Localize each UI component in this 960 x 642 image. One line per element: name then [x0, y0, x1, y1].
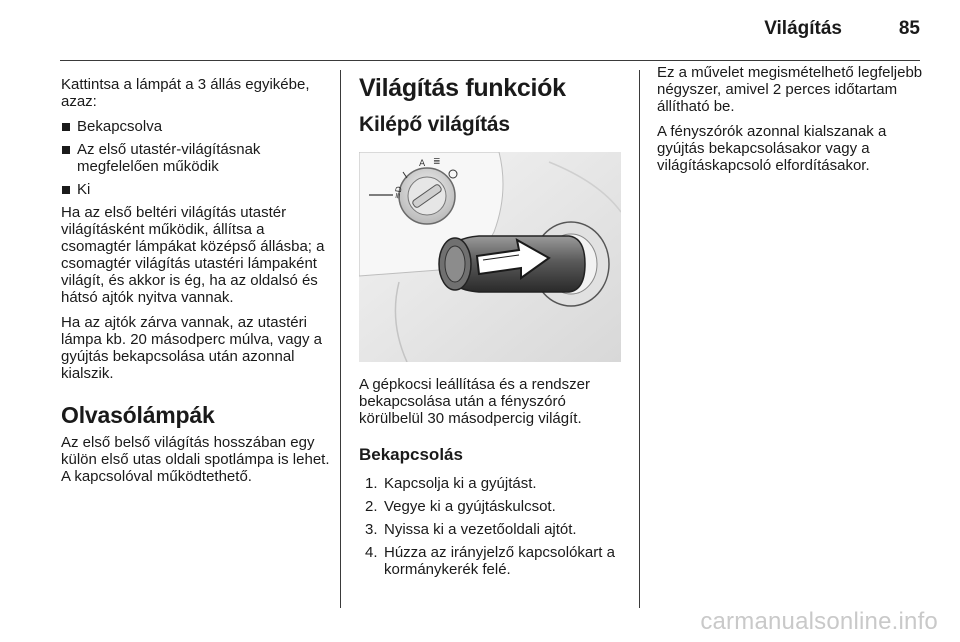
- watermark: carmanualsonline.info: [700, 608, 938, 635]
- list-item: [359, 475, 631, 492]
- list-item: [61, 141, 333, 175]
- square-bullet-icon: [62, 146, 70, 154]
- list-item: [61, 181, 333, 198]
- activation-steps-list: [359, 475, 631, 578]
- sub-heading-exit-lighting: Kilépő világítás: [359, 113, 510, 136]
- page-header: [0, 0, 960, 62]
- step-text: Nyissa ki a vezetőoldali ajtót.: [384, 521, 577, 538]
- intro-paragraph: Kattintsa a lámpát a 3 állás egyikébe, azaz:: [61, 76, 310, 110]
- steps-heading: Bekapcsolás: [359, 445, 463, 464]
- svg-text:≣: ≣: [433, 157, 441, 167]
- light-switch-stalk-illustration: [359, 152, 621, 362]
- square-bullet-icon: [62, 123, 70, 131]
- header-rule: [60, 60, 920, 61]
- square-bullet-icon: [62, 186, 70, 194]
- column-2: [359, 76, 631, 584]
- svg-text:A: A: [419, 159, 426, 169]
- step-text: Vegye ki a gyújtáskulcsot.: [384, 498, 556, 515]
- paragraph: Az első belső világítás hosszában egy külön első utas oldali spotlámpa is lehet. A kapcsolóval működtethető.: [61, 434, 330, 485]
- switch-positions-list: [61, 118, 333, 198]
- light-switch-stalk-icon: [359, 152, 621, 362]
- page-number: 85: [898, 18, 920, 39]
- list-item: [359, 498, 631, 515]
- paragraph: Ha az ajtók zárva vannak, az utastéri lámpa kb. 20 másodperc múlva, vagy a gyújtás bekapcsolása után azonnal kialszik.: [61, 314, 322, 382]
- paragraph: Ha az első beltéri világítás utastér világításként működik, állítsa a csomagtér lámpákat középső állásba; a csomagtér világítás utastéri lámpaként világít, és akkor is ég, ha az oldalsó és hátsó ajtók nyitva vannak.: [61, 204, 325, 306]
- step-number: 2.: [365, 498, 378, 515]
- list-item-text: Az első utastér-világításnak megfelelően működik: [77, 141, 261, 175]
- column-1: [61, 76, 333, 493]
- list-item-text: Bekapcsolva: [77, 118, 163, 135]
- paragraph: A fényszórók azonnal kialszanak a gyújtás bekapcsolásakor vagy a világításkapcsoló elfordításakor.: [657, 123, 887, 174]
- step-text: Kapcsolja ki a gyújtást.: [384, 475, 537, 492]
- step-text: Húzza az irányjelző kapcsolókart a kormánykerék felé.: [384, 544, 615, 578]
- list-item: [359, 544, 631, 578]
- step-number: 3.: [365, 521, 378, 538]
- page-title: Világítás: [764, 18, 842, 39]
- main-heading: Világítás funkciók: [359, 74, 566, 102]
- paragraph: A gépkocsi leállítása és a rendszer bekapcsolása után a fényszóró körülbelül 30 másodpercig világít.: [359, 376, 590, 427]
- svg-text:≡D: ≡D: [392, 185, 404, 200]
- column-divider-right: [639, 70, 640, 608]
- section-heading-reading-lamps: Olvasólámpák: [61, 402, 215, 428]
- list-item-text: Ki: [77, 181, 91, 198]
- step-number: 1.: [365, 475, 378, 492]
- list-item: [61, 118, 333, 135]
- paragraph: Ez a művelet megismételhető legfeljebb négyszer, amivel 2 perces időtartam állítható be.: [657, 64, 923, 115]
- column-divider-left: [340, 70, 341, 608]
- column-3: [657, 64, 929, 182]
- list-item: [359, 521, 631, 538]
- step-number: 4.: [365, 544, 378, 561]
